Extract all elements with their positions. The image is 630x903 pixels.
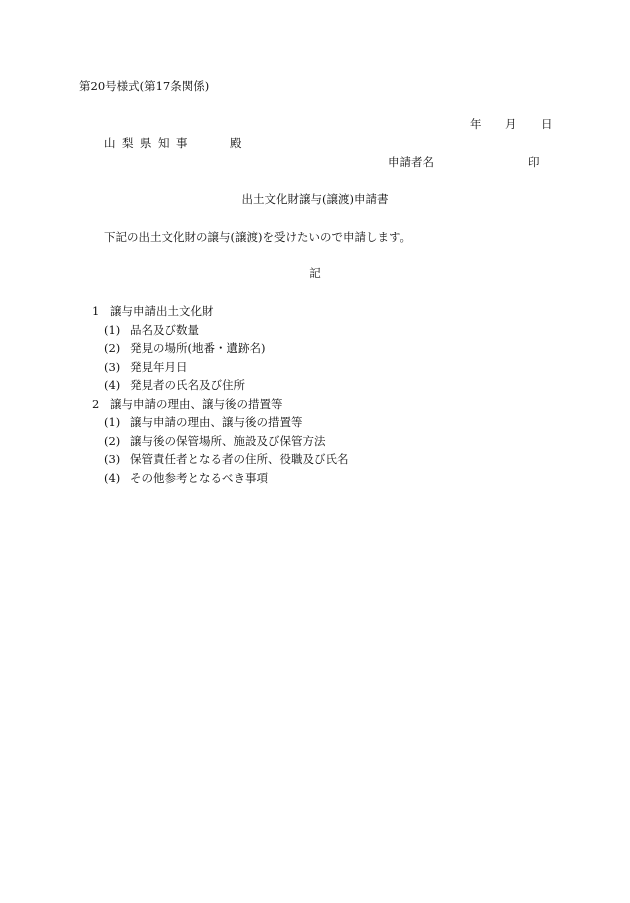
- seal-mark: 印: [528, 155, 540, 169]
- document-title: 出土文化財譲与(譲渡)申請書: [241, 192, 389, 206]
- addressee-name: 山梨県知事: [104, 136, 194, 150]
- applicant-line: [388, 155, 540, 169]
- list-item-number: (2): [104, 341, 121, 355]
- list-item-label: 譲与申請の理由、譲与後の措置等: [130, 415, 303, 429]
- body-text: 下記の出土文化財の譲与(譲渡)を受けたいので申請します。: [104, 230, 412, 244]
- list-item-label: その他参考となるべき事項: [130, 470, 268, 485]
- list-item-number: (2): [104, 433, 121, 448]
- addressee: [104, 136, 242, 150]
- list-item-number: (3): [104, 359, 121, 374]
- form-number: 第20号様式(第17条関係): [79, 79, 210, 93]
- date-year-label: 年: [470, 117, 482, 131]
- list-item-label: 発見者の氏名及び住所: [130, 378, 245, 392]
- list-item-number: (3): [104, 452, 121, 466]
- section-number: 2: [92, 396, 100, 411]
- date-month-label: 月: [505, 117, 517, 131]
- list-item-number: (1): [104, 415, 121, 429]
- list-item-number: (1): [104, 322, 121, 337]
- section-label: 譲与申請出土文化財: [110, 304, 214, 318]
- list-item-label: 発見の場所(地番・遺跡名): [130, 341, 266, 355]
- list-item-label: 譲与後の保管場所、施設及び保管方法: [130, 433, 326, 448]
- date-day-label: 日: [541, 117, 553, 131]
- list-item-label: 発見年月日: [130, 359, 188, 374]
- list-item-number: (4): [104, 378, 121, 392]
- list-item-number: (4): [104, 470, 121, 485]
- applicant-label: 申請者名: [388, 155, 434, 169]
- addressee-honorific: 殿: [230, 136, 242, 150]
- list-item-label: 品名及び数量: [130, 322, 199, 337]
- list-item-label: 保管責任者となる者の住所、役職及び氏名: [130, 452, 349, 466]
- ki-heading: 記: [309, 266, 321, 280]
- section-label: 譲与申請の理由、譲与後の措置等: [110, 396, 283, 411]
- section-number: 1: [92, 304, 100, 318]
